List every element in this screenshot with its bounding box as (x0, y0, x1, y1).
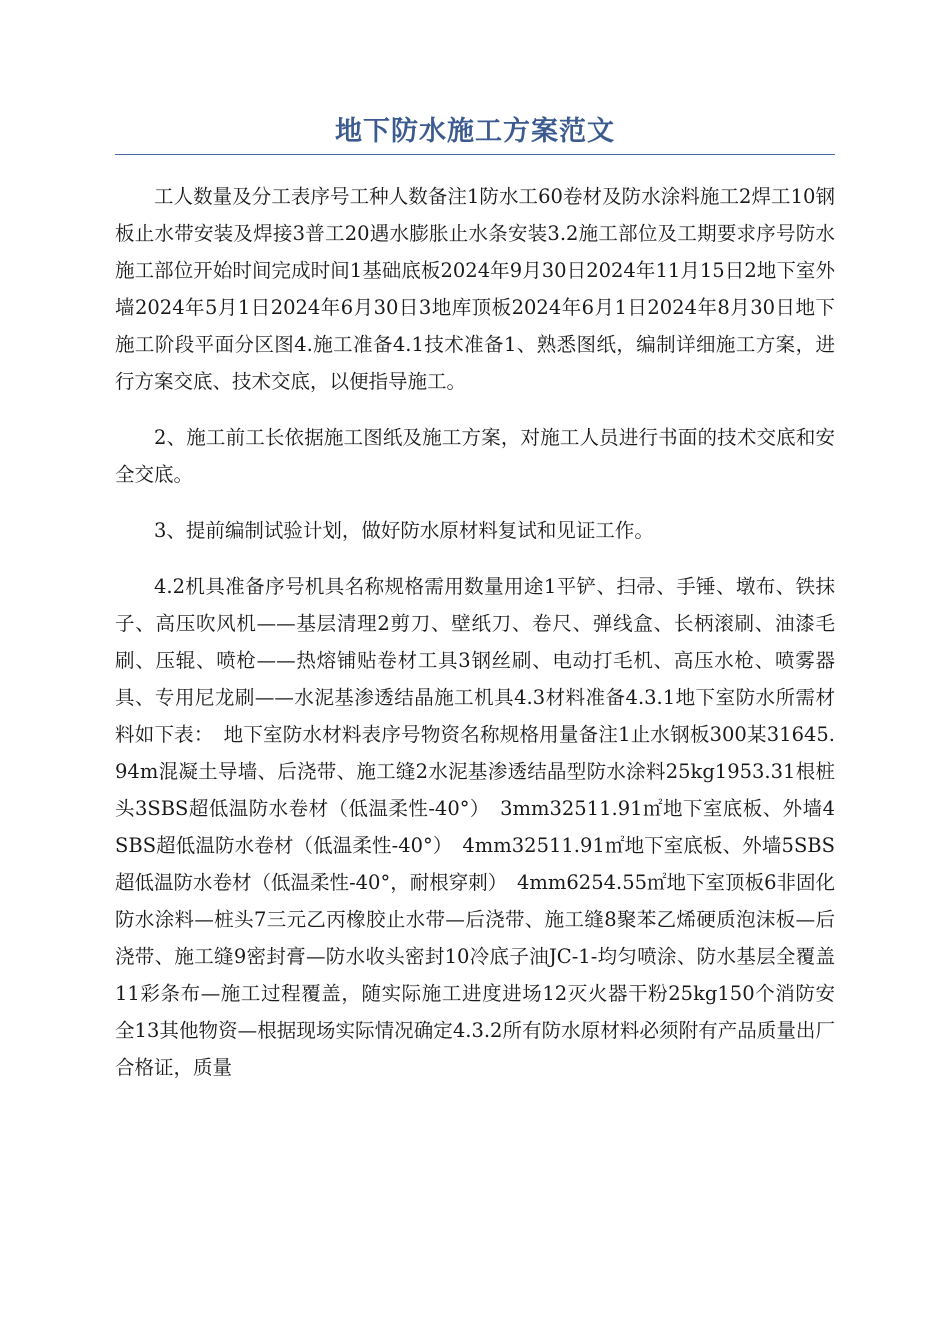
document-title: 地下防水施工方案范文 (335, 116, 615, 147)
body-paragraph-2: 2、施工前工长依据施工图纸及施工方案，对施工人员进行书面的技术交底和安全交底。 (115, 426, 835, 486)
body-paragraph-3: 3、提前编制试验计划，做好防水原材料复试和见证工作。 (154, 519, 654, 542)
document-page (115, 112, 835, 1105)
body-paragraph-1: 工人数量及分工表序号工种人数备注1防水工60卷材及防水涂料施工2焊工10钢板止水带安装及焊接3普工20遇水膨胀止水条安装3.2施工部位及工期要求序号防水施工部位开始时间完成时间1基础底板2024年9月30日2024年11月15日2地下室外墙2024年5月1日2024年6月30日3地库顶板2024年6月1日2024年8月30日地下施工阶段平面分区图4.施工准备4.1技术准备1、熟悉图纸，编制详细施工方案，进行方案交底、技术交底，以便指导施工。 (115, 185, 835, 393)
body-paragraph-4: 4.2机具准备序号机具名称规格需用数量用途1平铲、扫帚、手锤、墩布、铁抹子、高压吹风机——基层清理2剪刀、壁纸刀、卷尺、弹线盒、长柄滚刷、油漆毛刷、压辊、喷枪——热熔铺贴卷材工具3钢丝刷、电动打毛机、高压水枪、喷雾器具、专用尼龙刷——水泥基渗透结晶施工机具4.3材料准备4.3.1地下室防水所需材料如下表： 地下室防水材料表序号物资名称规格用量备注1止水钢板300某31645.94m混凝土导墙、后浇带、施工缝2水泥基渗透结晶型防水涂料25kg1953.31根桩头3SBS超低温防水卷材（低温柔性-40°） 3mm32511.91㎡地下室底板、外墙4SBS超低温防水卷材（低温柔性-40°） 4mm32511.91㎡地下室底板、外墙5SBS超低温防水卷材（低温柔性-40°，耐根穿刺） 4mm6254.55㎡地下室顶板6非固化防水涂料—桩头7三元乙丙橡胶止水带—后浇带、施工缝8聚苯乙烯硬质泡沫板—后浇带、施工缝9密封膏—防水收头密封10冷底子油JC-1-均匀喷涂、防水基层全覆盖11彩条布—施工过程覆盖，随实际施工进度进场12灭火器干粉25kg150个消防安全13其他物资—根据现场实际情况确定4.3.2所有防水原材料必须附有产品质量出厂合格证，质量 (115, 575, 835, 1079)
title-divider (115, 154, 835, 155)
